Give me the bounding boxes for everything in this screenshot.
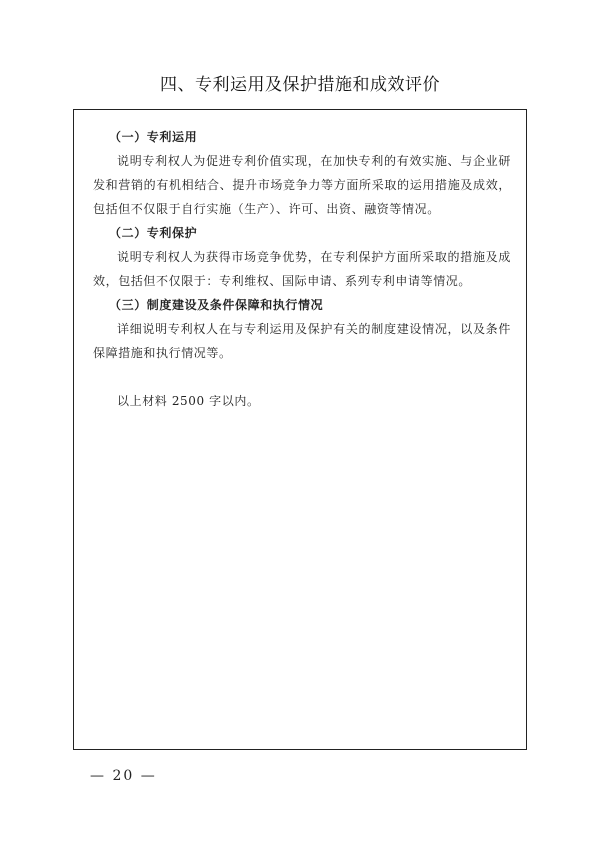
length-note: 以上材料 2500 字以内。 [117,394,260,408]
section-body-system-building: 详细说明专利权人在与专利运用及保护有关的制度建设情况，以及条件保障措施和执行情况等。 [93,322,511,360]
section-heading-patent-use: （一）专利运用 [109,130,198,144]
content-area [93,125,511,413]
section-heading-system-building: （三）制度建设及条件保障和执行情况 [109,298,324,312]
page-title: 四、专利运用及保护措施和成效评价 [160,75,440,95]
page-number: — 20 — [90,768,157,784]
section-body-patent-use: 说明专利权人为促进专利价值实现，在加快专利的有效实施、与企业研发和营销的有机相结合、提升市场竞争力等方面所采取的运用措施及成效，包括但不仅限于自行实施（生产）、许可、出资、融资等情况。 [93,154,511,216]
section-body-patent-protection: 说明专利权人为获得市场竞争优势，在专利保护方面所采取的措施及成效，包括但不仅限于：专利维权、国际申请、系列专利申请等情况。 [93,250,511,288]
section-heading-patent-protection: （二）专利保护 [109,226,198,240]
